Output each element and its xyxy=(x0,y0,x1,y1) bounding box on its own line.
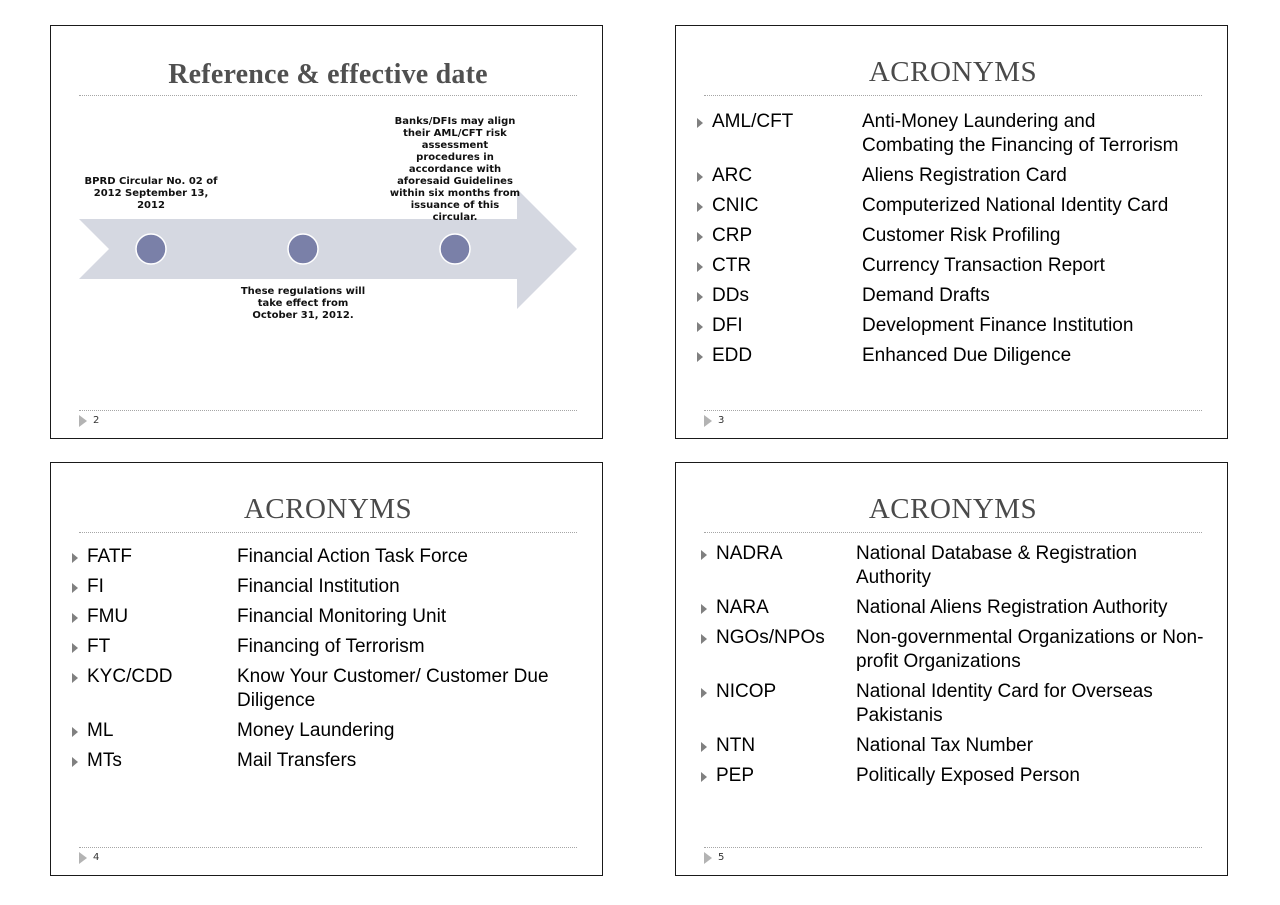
acronym-term: ARC xyxy=(712,165,753,186)
bullet-arrow-icon xyxy=(697,322,703,332)
acronym-term: FMU xyxy=(87,606,129,627)
list-item xyxy=(712,284,1192,308)
timeline-dot-3 xyxy=(440,234,470,264)
bullet-arrow-icon xyxy=(701,772,707,782)
acronym-definition: Financial Monitoring Unit xyxy=(237,606,447,627)
acronym-term: NTN xyxy=(716,735,756,756)
bullet-arrow-icon xyxy=(701,604,707,614)
timeline-label-alignment: Banks/DFIs may align their AML/CFT risk assessment procedures in accordance with aforesaid Guidelines within six months from issuance of this circular. xyxy=(389,116,521,223)
footer-arrow-icon xyxy=(79,852,87,864)
acronym-term: FATF xyxy=(87,546,133,567)
acronym-definition: National Aliens Registration Authority xyxy=(856,597,1168,618)
acronym-definition: Know Your Customer/ Customer Due Diligence xyxy=(237,666,549,711)
list-item xyxy=(716,734,1216,758)
list-item xyxy=(87,545,567,569)
acronym-term: EDD xyxy=(712,345,753,366)
slide-title: ACRONYMS xyxy=(243,493,413,525)
acronym-definition: National Tax Number xyxy=(856,735,1034,756)
list-item xyxy=(716,680,1216,728)
acronym-term: FI xyxy=(87,576,104,597)
bullet-arrow-icon xyxy=(701,688,707,698)
acronym-term: AML/CFT xyxy=(712,111,794,132)
acronym-definition: Development Finance Institution xyxy=(862,315,1134,336)
footer-divider xyxy=(704,410,1202,411)
acronym-definition: Politically Exposed Person xyxy=(856,765,1080,786)
slide-title: Reference & effective date xyxy=(168,59,488,90)
acronym-list xyxy=(712,110,1192,374)
bullet-arrow-icon xyxy=(72,613,78,623)
acronym-term: PEP xyxy=(716,765,755,786)
bullet-arrow-icon xyxy=(701,634,707,644)
title-divider xyxy=(704,532,1202,533)
slide-title: ACRONYMS xyxy=(868,56,1038,88)
acronym-definition: Customer Risk Profiling xyxy=(862,225,1061,246)
list-item xyxy=(712,254,1192,278)
list-item xyxy=(87,749,567,773)
bullet-arrow-icon xyxy=(72,553,78,563)
acronym-definition: Enhanced Due Diligence xyxy=(862,345,1072,366)
footer-divider xyxy=(79,847,577,848)
acronym-list xyxy=(716,542,1216,794)
list-item xyxy=(87,635,567,659)
bullet-arrow-icon xyxy=(72,727,78,737)
acronym-term: DFI xyxy=(712,315,743,336)
timeline-dot-1 xyxy=(136,234,166,264)
acronym-definition: Financial Action Task Force xyxy=(237,546,468,567)
footer-divider xyxy=(79,410,577,411)
bullet-arrow-icon xyxy=(697,292,703,302)
title-divider xyxy=(79,532,577,533)
list-item xyxy=(712,314,1192,338)
acronym-definition: National Database & Registration Authority xyxy=(856,543,1137,588)
acronym-definition: Demand Drafts xyxy=(862,285,990,306)
list-item xyxy=(712,110,1192,158)
list-item xyxy=(712,344,1192,368)
list-item xyxy=(716,764,1216,788)
footer-arrow-icon xyxy=(79,415,87,427)
bullet-arrow-icon xyxy=(697,202,703,212)
acronym-definition: Money Laundering xyxy=(237,720,395,741)
slide-reference-effective-date xyxy=(50,25,603,439)
acronym-term: FT xyxy=(87,636,111,657)
acronym-term: DDs xyxy=(712,285,749,306)
acronym-term: CRP xyxy=(712,225,753,246)
list-item xyxy=(712,194,1192,218)
acronym-term: NADRA xyxy=(716,543,783,564)
acronym-term: NGOs/NPOs xyxy=(716,627,825,648)
page-number: 3 xyxy=(718,415,725,426)
acronym-definition: Financing of Terrorism xyxy=(237,636,425,657)
list-item xyxy=(712,164,1192,188)
list-item xyxy=(87,605,567,629)
bullet-arrow-icon xyxy=(697,232,703,242)
acronym-term: MTs xyxy=(87,750,122,771)
acronym-term: KYC/CDD xyxy=(87,666,173,687)
bullet-arrow-icon xyxy=(72,673,78,683)
slide-acronyms-1 xyxy=(675,25,1228,439)
bullet-arrow-icon xyxy=(697,262,703,272)
bullet-arrow-icon xyxy=(72,643,78,653)
bullet-arrow-icon xyxy=(697,118,703,128)
acronym-definition: Mail Transfers xyxy=(237,750,357,771)
bullet-arrow-icon xyxy=(701,742,707,752)
timeline-label-circular: BPRD Circular No. 02 of 2012 September 13, 2012 xyxy=(84,176,218,211)
list-item xyxy=(716,626,1216,674)
page-number: 2 xyxy=(93,415,100,426)
footer-arrow-icon xyxy=(704,415,712,427)
list-item xyxy=(87,665,567,713)
list-item xyxy=(87,719,567,743)
timeline-dot-2 xyxy=(288,234,318,264)
footer-divider xyxy=(704,847,1202,848)
acronym-definition: Currency Transaction Report xyxy=(862,255,1105,276)
acronym-list xyxy=(87,545,567,779)
slide-title: ACRONYMS xyxy=(868,493,1038,525)
timeline-label-effective: These regulations will take effect from October 31, 2012. xyxy=(240,286,366,321)
acronym-term: CNIC xyxy=(712,195,759,216)
page-number: 4 xyxy=(93,852,100,863)
footer-arrow-icon xyxy=(704,852,712,864)
list-item xyxy=(712,224,1192,248)
list-item xyxy=(716,542,1216,590)
bullet-arrow-icon xyxy=(697,172,703,182)
list-item xyxy=(716,596,1216,620)
bullet-arrow-icon xyxy=(697,352,703,362)
title-divider xyxy=(704,95,1202,96)
acronym-definition: Non-governmental Organizations or Non-profit Organizations xyxy=(856,627,1204,672)
acronym-definition: National Identity Card for Overseas Pakistanis xyxy=(856,681,1153,726)
bullet-arrow-icon xyxy=(72,757,78,767)
bullet-arrow-icon xyxy=(701,550,707,560)
acronym-definition: Computerized National Identity Card xyxy=(862,195,1169,216)
acronym-term: NARA xyxy=(716,597,769,618)
acronym-definition: Financial Institution xyxy=(237,576,400,597)
acronym-definition: Anti-Money Laundering and Combating the Financing of Terrorism xyxy=(862,111,1179,156)
timeline-graphic xyxy=(51,26,603,439)
slide-acronyms-3 xyxy=(675,462,1228,876)
acronym-term: CTR xyxy=(712,255,752,276)
acronym-definition: Aliens Registration Card xyxy=(862,165,1067,186)
slide-acronyms-2 xyxy=(50,462,603,876)
list-item xyxy=(87,575,567,599)
bullet-arrow-icon xyxy=(72,583,78,593)
acronym-term: ML xyxy=(87,720,114,741)
acronym-term: NICOP xyxy=(716,681,777,702)
page-number: 5 xyxy=(718,852,725,863)
